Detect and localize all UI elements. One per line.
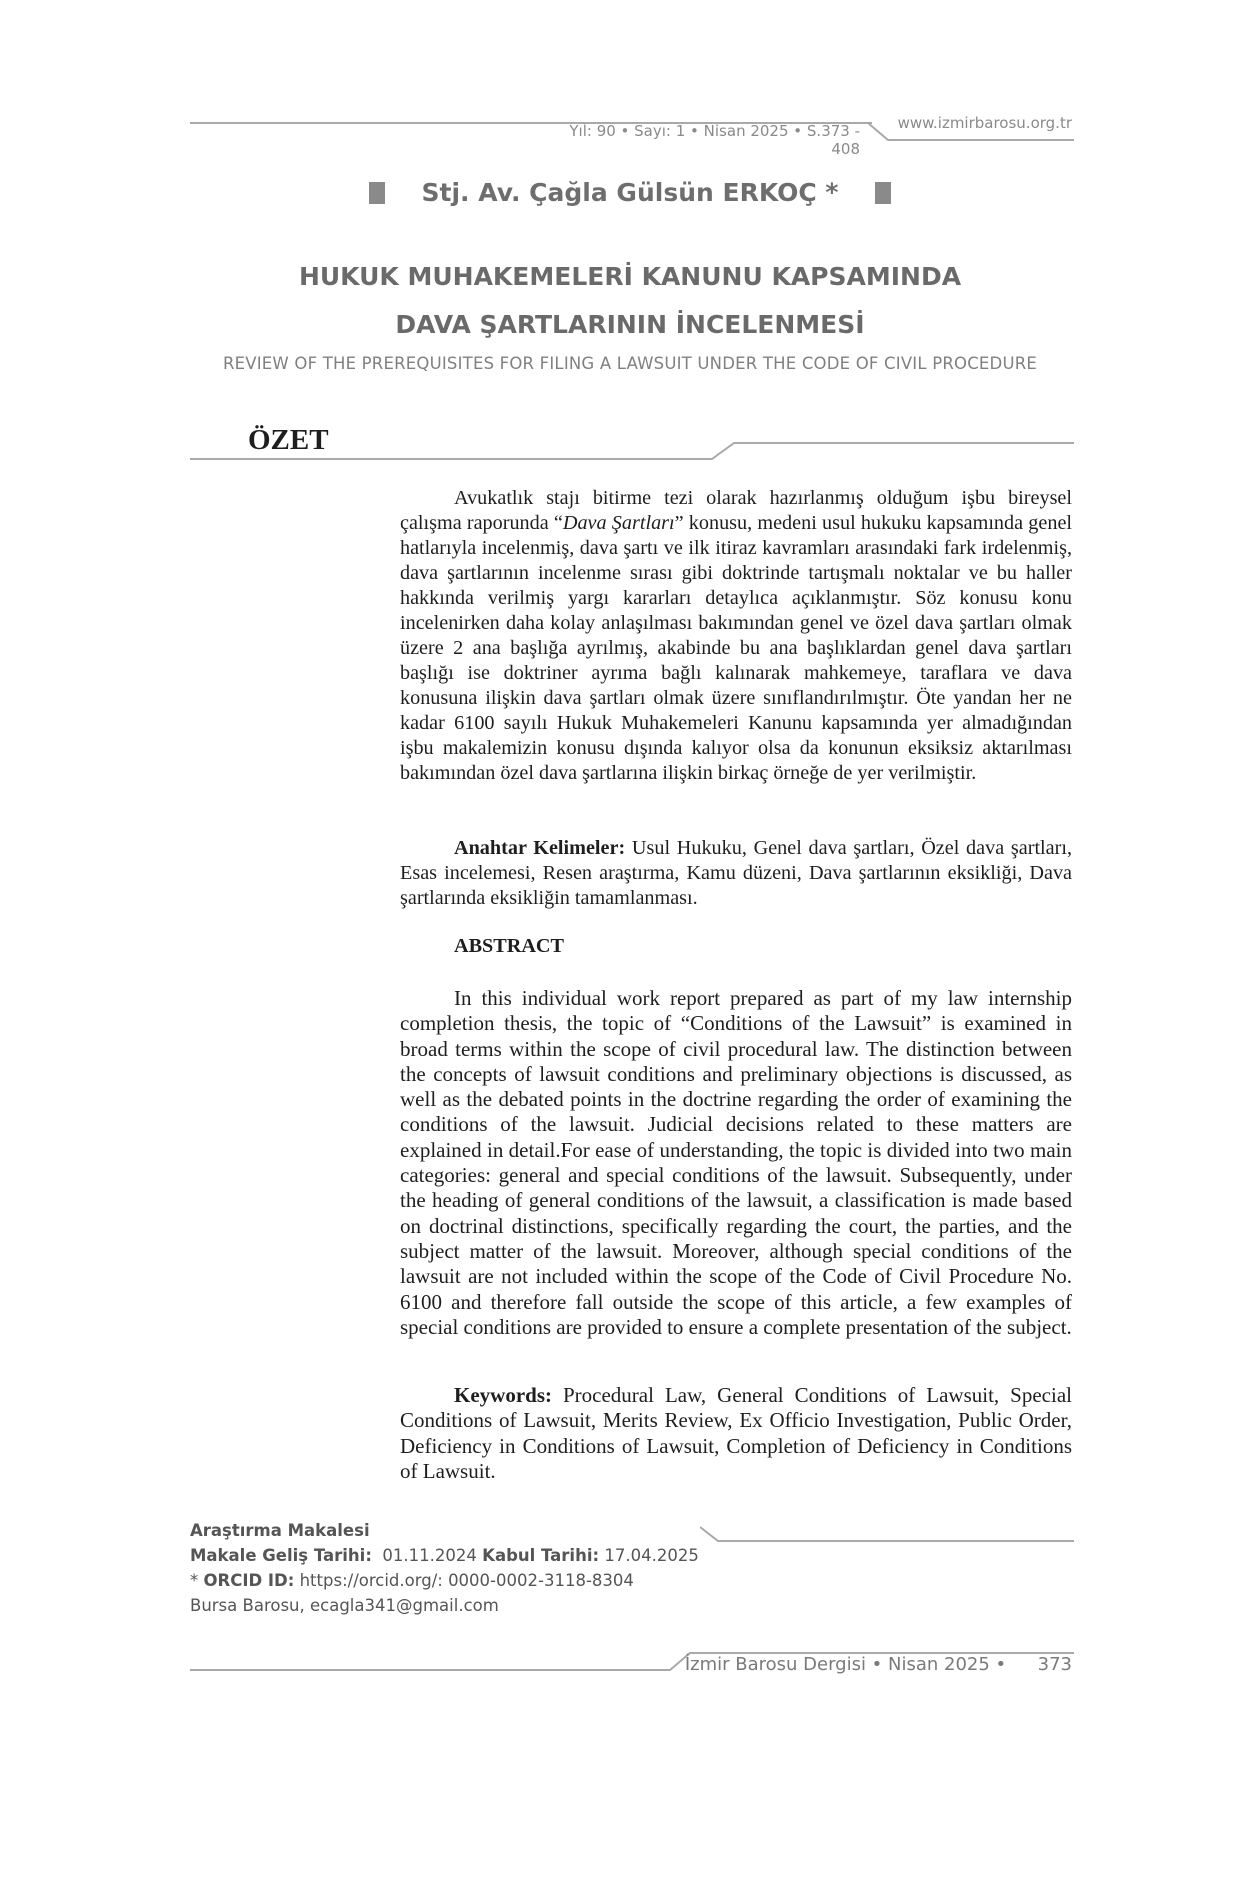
abstract-keywords [400,1383,1072,1484]
article-dates: Makale Geliş Tarihi: 01.11.2024 Kabul Tarihi: 17.04.2025 [190,1546,699,1565]
ozet-heading-rule [190,440,1080,464]
orcid-link[interactable]: https://orcid.org/: 0000-0002-3118-8304 [294,1571,634,1590]
affiliation-line: Bursa Barosu, ecagla341@gmail.com [190,1596,499,1615]
abstract-heading-wrap [400,934,1072,959]
orcid-line: * ORCID ID: https://orcid.org/: 0000-0002-3118-8304 [190,1571,634,1590]
abstract-paragraph: In this individual work report prepared as part of my law internship completion thesis, the topic of “Conditions of the Lawsuit” is examined in broad terms within the scope of civil procedural law. The distinction between the concepts of lawsuit conditions and preliminary objections is discussed, as well as the debated points in the doctrine regarding the order of examining the conditions of the lawsuit. Judicial decisions related to these matters are explained in detail.For ease of understanding, the topic is divided into two main categories: general and special conditions of the lawsuit. Subsequently, under the heading of general conditions of the lawsuit, a classification is made based on doctrinal distinctions, specifically regarding the court, the parties, and the subject matter of the lawsuit. Moreover, although special conditions of the lawsuit are not included within the scope of the Code of Civil Procedure No. 6100 and therefore fall outside the scope of this article, a few examples of special conditions are provided to ensure a complete presentation of the subject. [400,986,1072,1339]
page-number: 373 [1037,1654,1072,1675]
website-link[interactable]: www.izmirbarosu.org.tr [897,114,1072,132]
article-title-line-2: DAVA ŞARTLARININ İNCELENMESİ [395,310,865,339]
author-left-marker [369,182,385,204]
article-title-line-1: HUKUK MUHAKEMELERİ KANUNU KAPSAMINDA [298,262,962,291]
footer-journal: İzmir Barosu Dergisi • Nisan 2025 • [684,1654,1007,1675]
ozet-keywords-label: Anahtar Kelimeler: [454,837,626,859]
ozet-keywords-text: Usul Hukuku, Genel dava şartları, Özel dava şartları, Esas incelemesi, Resen araştırma, Kamu düzeni, Dava şartlarının eksikliği, Dava şartlarında eksikliğin tamamlanması. [400,837,1072,909]
info-rule [700,1524,1080,1546]
ozet-paragraph: Avukatlık stajı bitirme tezi olarak hazırlanmış olduğum işbu bireysel çalışma raporunda “Dava Şartları” konusu, medeni usul hukuku kapsamında genel hatlarıyla incelenmiş, dava şartı ve ilk itiraz kavramları arasındaki fark irdelenmiş, dava şartlarının incelenme sırası gibi doktrinde tartışmalı noktalar ve bu haller hakkında verilmiş yargı kararları detaylıca açıklanmıştır. Söz konusu konu incelenirken daha kolay anlaşılması bakımından genel ve özel dava şartları olmak üzere 2 ana başlığa ayrılmış, akabinde bu ana başlıklardan genel dava şartları başlığı ise doktriner ayrıma bağlı kalınarak mahkemeye, taraflara ve dava konusuna ilişkin dava şartları olmak üzere sınıflandırılmıştır. Öte yandan her ne kadar 6100 sayılı Hukuk Muhakemeleri Kanunu kapsamında yer almadığından işbu makalemizin konusu dışında kalıyor olsa da konunun eksiksiz aktarılması bakımından özel dava şartlarına ilişkin birkaç örneğe de yer verilmiştir. [400,487,1073,784]
article-subtitle-english: REVIEW OF THE PREREQUISITES FOR FILING A LAWSUIT UNDER THE CODE OF CIVIL PROCEDURE [222,354,1038,373]
abstract-heading: ABSTRACT [454,935,564,957]
article-type: Araştırma Makalesi [190,1521,370,1540]
ozet-heading: ÖZET [248,424,329,456]
ozet-body [400,486,1072,786]
author-right-marker [875,182,891,204]
ozet-italic-term: Dava Şartları [562,512,675,534]
author-line [0,178,1260,207]
abstract-body [400,986,1072,1340]
author-name: Stj. Av. Çağla Gülsün ERKOÇ * [421,178,839,207]
issue-meta: Yıl: 90 • Sayı: 1 • Nisan 2025 • S.373 - 408 [569,122,860,158]
abstract-keywords-text: Procedural Law, General Conditions of Lawsuit, Special Conditions of Lawsuit, Merits Review, Ex Officio Investigation, Public Order, Deficiency in Conditions of Lawsuit, Completion of Deficiency in Conditions of Lawsuit. [400,1383,1072,1483]
abstract-keywords-label: Keywords: [454,1383,552,1407]
footer [680,1654,1072,1675]
ozet-keywords [400,836,1072,911]
article-info [190,1518,699,1618]
